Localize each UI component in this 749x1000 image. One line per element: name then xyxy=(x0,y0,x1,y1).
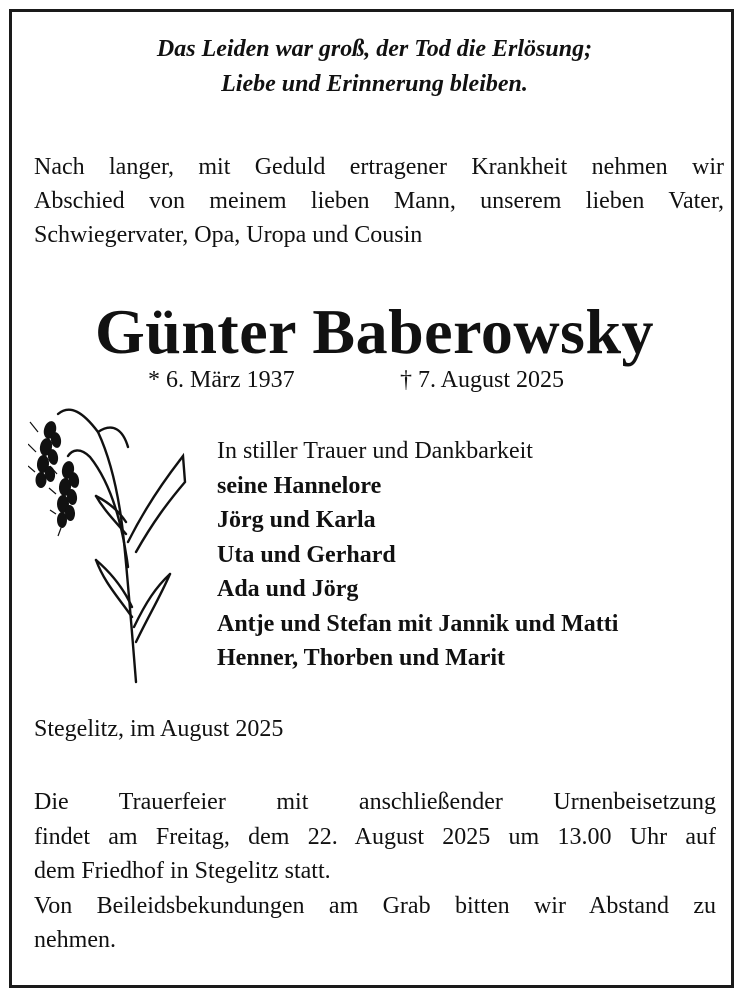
birth-date: * 6. März 1937 xyxy=(148,367,295,393)
intro-text xyxy=(34,150,724,252)
mourner-5: Antje und Stefan mit Jannik und Matti xyxy=(217,610,619,637)
death-date: † 7. August 2025 xyxy=(400,367,565,393)
deceased-name: Günter Baberowsky xyxy=(94,296,655,367)
mourner-2: Jörg und Karla xyxy=(217,507,376,533)
mourner-3: Uta und Gerhard xyxy=(217,541,396,568)
motto xyxy=(20,32,729,102)
intro-line-2: Abschied von meinem lieben Mann, unserem lieben Vater, xyxy=(34,188,724,214)
mourner-1: seine Hannelore xyxy=(217,472,382,499)
motto-line-2: Liebe und Erinnerung bleiben. xyxy=(221,71,528,97)
intro-line-1: Nach langer, mit Geduld ertragener Krankheit nehmen wir xyxy=(34,154,724,180)
wheat-ears-icon xyxy=(28,392,198,687)
mourners-lead: In stiller Trauer und Dankbarkeit xyxy=(217,438,533,464)
service-line-2: findet am Freitag, dem 22. August 2025 um 13.00 Uhr auf xyxy=(34,823,716,850)
service-line-1: Die Trauerfeier mit anschließender Urnenbeisetzung xyxy=(34,789,716,815)
service-line-4: Von Beileidsbekundungen am Grab bitten wir Abstand zu xyxy=(34,892,716,919)
service-line-5: nehmen. xyxy=(34,927,116,953)
mourner-6: Henner, Thorben und Marit xyxy=(217,645,506,671)
intro-line-3: Schwiegervater, Opa, Uropa und Cousin xyxy=(34,222,423,248)
mourner-4: Ada und Jörg xyxy=(217,576,359,602)
place-date: Stegelitz, im August 2025 xyxy=(34,716,284,742)
mourners-list xyxy=(217,434,618,676)
service-info xyxy=(34,785,716,958)
motto-line-1: Das Leiden war groß, der Tod die Erlösung; xyxy=(156,36,593,62)
service-line-3: dem Friedhof in Stegelitz statt. xyxy=(34,858,331,884)
